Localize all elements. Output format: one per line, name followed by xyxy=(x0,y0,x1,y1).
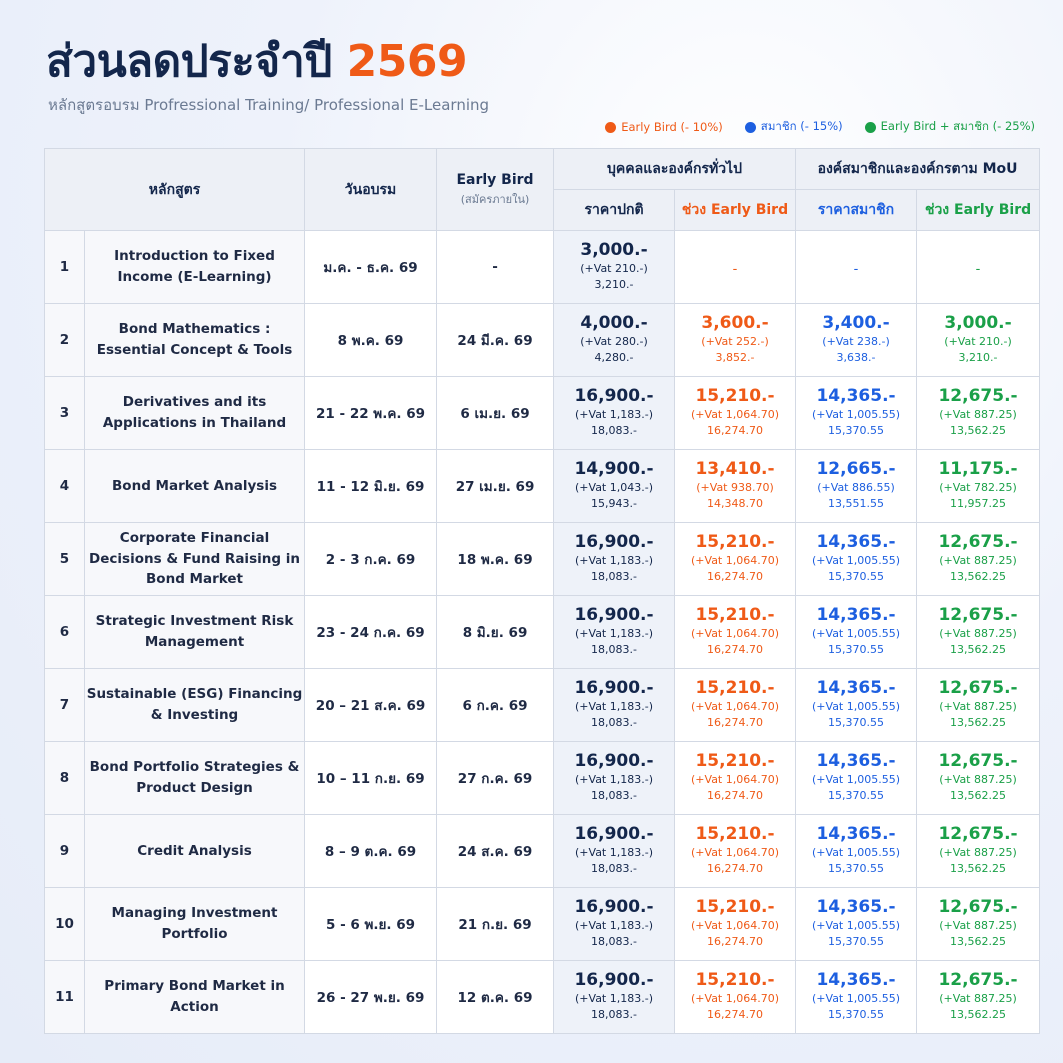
table-row xyxy=(45,377,1040,450)
price-main: 16,900.- xyxy=(574,386,654,407)
row-number: 5 xyxy=(45,523,85,596)
price-main: 12,665.- xyxy=(816,459,896,480)
price-main: 15,210.- xyxy=(695,532,775,553)
early-bird-deadline: 6 เม.ย. 69 xyxy=(437,377,554,450)
price-total: 13,562.25 xyxy=(950,570,1007,584)
price-vat: (+Vat 252.-) xyxy=(701,334,769,348)
header-early-bird-sub: (สมัครภายใน) xyxy=(460,192,530,206)
legend-early-bird-member xyxy=(865,118,1035,136)
price-total: 16,274.70 xyxy=(707,716,764,730)
general-early-bird-cell xyxy=(675,815,796,888)
regular-price-cell xyxy=(554,888,675,961)
price-total: 16,274.70 xyxy=(707,643,764,657)
price-vat: (+Vat 1,183.-) xyxy=(575,772,653,786)
price-total: 16,274.70 xyxy=(707,789,764,803)
price-main: 15,210.- xyxy=(695,605,775,626)
price-main: 15,210.- xyxy=(695,386,775,407)
price-main: 14,900.- xyxy=(574,459,654,480)
table-row xyxy=(45,961,1040,1034)
price-main: 16,900.- xyxy=(574,897,654,918)
member-price-cell xyxy=(796,669,917,742)
member-price-cell xyxy=(796,961,917,1034)
row-number: 9 xyxy=(45,815,85,888)
price-main: 14,365.- xyxy=(816,532,896,553)
legend-label: Early Bird + สมาชิก (- 25%) xyxy=(880,119,1035,133)
price-vat: (+Vat 1,005.55) xyxy=(812,626,901,640)
price-vat: (+Vat 886.55) xyxy=(817,480,895,494)
price-table xyxy=(44,148,1040,1034)
price-total: 18,083.- xyxy=(591,643,637,657)
header-early-bird xyxy=(437,149,554,231)
training-date: 8 พ.ค. 69 xyxy=(305,304,437,377)
legend-label: สมาชิก (- 15%) xyxy=(760,119,843,133)
price-total: 13,562.25 xyxy=(950,424,1007,438)
price-total: 11,957.25 xyxy=(950,497,1007,511)
member-early-bird-cell xyxy=(917,523,1040,596)
row-number: 7 xyxy=(45,669,85,742)
price-total: 15,370.55 xyxy=(828,570,885,584)
price-main: 14,365.- xyxy=(816,386,896,407)
price-vat: (+Vat 280.-) xyxy=(580,334,648,348)
member-early-bird-cell xyxy=(917,888,1040,961)
price-total: 18,083.- xyxy=(591,424,637,438)
price-main: 12,675.- xyxy=(938,751,1018,772)
price-main: 3,000.- xyxy=(580,240,648,261)
price-vat: (+Vat 1,005.55) xyxy=(812,772,901,786)
early-bird-deadline: 18 พ.ค. 69 xyxy=(437,523,554,596)
member-price-cell xyxy=(796,742,917,815)
price-total: 15,943.- xyxy=(591,497,637,511)
price-main: 14,365.- xyxy=(816,605,896,626)
page-subtitle: หลักสูตรอบรม Profressional Training/ Professional E-Learning xyxy=(48,96,490,114)
price-main: 15,210.- xyxy=(695,751,775,772)
course-name: Strategic Investment Risk Management xyxy=(85,596,305,669)
price-main: 16,900.- xyxy=(574,751,654,772)
member-early-bird-cell xyxy=(917,669,1040,742)
price-vat: (+Vat 938.70) xyxy=(696,480,774,494)
table-body xyxy=(45,231,1040,1034)
price-main: 14,365.- xyxy=(816,897,896,918)
legend-member xyxy=(745,118,843,136)
blue-dot-icon xyxy=(745,122,756,133)
general-early-bird-cell xyxy=(675,450,796,523)
price-main: 3,400.- xyxy=(822,313,890,334)
price-total: 3,210.- xyxy=(594,278,634,292)
price-vat: (+Vat 887.25) xyxy=(939,553,1017,567)
table-row xyxy=(45,815,1040,888)
price-vat: (+Vat 887.25) xyxy=(939,407,1017,421)
price-total: 16,274.70 xyxy=(707,935,764,949)
row-number: 10 xyxy=(45,888,85,961)
regular-price-cell xyxy=(554,304,675,377)
training-date: 2 - 3 ก.ค. 69 xyxy=(305,523,437,596)
price-main: 16,900.- xyxy=(574,532,654,553)
price-total: 16,274.70 xyxy=(707,1008,764,1022)
price-total: 13,562.25 xyxy=(950,716,1007,730)
green-dot-icon xyxy=(865,122,876,133)
member-price-cell xyxy=(796,523,917,596)
course-name: Corporate Financial Decisions & Fund Raising in Bond Market xyxy=(85,523,305,596)
regular-price-cell xyxy=(554,450,675,523)
price-vat: (+Vat 1,005.55) xyxy=(812,699,901,713)
regular-price-cell xyxy=(554,815,675,888)
price-total: 13,562.25 xyxy=(950,1008,1007,1022)
course-name: Derivatives and its Applications in Thailand xyxy=(85,377,305,450)
price-total: 18,083.- xyxy=(591,935,637,949)
row-number: 6 xyxy=(45,596,85,669)
price-total: 18,083.- xyxy=(591,862,637,876)
price-main: 12,675.- xyxy=(938,532,1018,553)
regular-price-cell xyxy=(554,377,675,450)
price-vat: (+Vat 887.25) xyxy=(939,845,1017,859)
price-vat: (+Vat 1,183.-) xyxy=(575,918,653,932)
table-row xyxy=(45,231,1040,304)
price-vat: (+Vat 238.-) xyxy=(822,334,890,348)
general-early-bird-cell xyxy=(675,304,796,377)
member-price-cell xyxy=(796,815,917,888)
early-bird-deadline: 8 มิ.ย. 69 xyxy=(437,596,554,669)
header-member-group: องค์สมาชิกและองค์กรตาม MoU xyxy=(796,149,1040,190)
price-vat: (+Vat 887.25) xyxy=(939,918,1017,932)
row-number: 1 xyxy=(45,231,85,304)
member-early-bird-cell xyxy=(917,377,1040,450)
member-early-bird-cell xyxy=(917,450,1040,523)
member-early-bird-cell xyxy=(917,304,1040,377)
training-date: ม.ค. - ธ.ค. 69 xyxy=(305,231,437,304)
price-main: 15,210.- xyxy=(695,824,775,845)
price-main: 12,675.- xyxy=(938,897,1018,918)
price-vat: (+Vat 210.-) xyxy=(944,334,1012,348)
member-price-cell xyxy=(796,231,917,304)
header-member-price: ราคาสมาชิก xyxy=(796,190,917,231)
member-price-cell xyxy=(796,377,917,450)
price-vat: (+Vat 1,005.55) xyxy=(812,845,901,859)
price-vat: (+Vat 1,005.55) xyxy=(812,918,901,932)
header-date: วันอบรม xyxy=(305,149,437,231)
early-bird-deadline: 6 ก.ค. 69 xyxy=(437,669,554,742)
price-total: 15,370.55 xyxy=(828,789,885,803)
early-bird-deadline: 21 ก.ย. 69 xyxy=(437,888,554,961)
course-name: Credit Analysis xyxy=(85,815,305,888)
training-date: 11 - 12 มิ.ย. 69 xyxy=(305,450,437,523)
title-year: 2569 xyxy=(346,36,468,87)
member-early-bird-cell xyxy=(917,742,1040,815)
row-number: 4 xyxy=(45,450,85,523)
row-number: 2 xyxy=(45,304,85,377)
price-main: 4,000.- xyxy=(580,313,648,334)
price-main: 16,900.- xyxy=(574,970,654,991)
table-row xyxy=(45,450,1040,523)
price-total: 16,274.70 xyxy=(707,570,764,584)
price-main: 12,675.- xyxy=(938,386,1018,407)
price-total: 3,852.- xyxy=(715,351,755,365)
price-main: 15,210.- xyxy=(695,678,775,699)
price-main: 16,900.- xyxy=(574,824,654,845)
price-vat: (+Vat 1,183.-) xyxy=(575,407,653,421)
price-total: 15,370.55 xyxy=(828,1008,885,1022)
price-main: 14,365.- xyxy=(816,751,896,772)
header-member-early-bird: ช่วง Early Bird xyxy=(917,190,1040,231)
member-early-bird-cell xyxy=(917,596,1040,669)
legend-early-bird xyxy=(605,118,723,136)
row-number: 8 xyxy=(45,742,85,815)
early-bird-deadline: - xyxy=(437,231,554,304)
price-vat: (+Vat 1,183.-) xyxy=(575,626,653,640)
price-main: 16,900.- xyxy=(574,605,654,626)
header-general-group: บุคคลและองค์กรทั่วไป xyxy=(554,149,796,190)
price-total: 15,370.55 xyxy=(828,862,885,876)
price-vat: (+Vat 1,064.70) xyxy=(691,626,780,640)
early-bird-deadline: 27 ก.ค. 69 xyxy=(437,742,554,815)
member-price-cell xyxy=(796,596,917,669)
member-early-bird-cell xyxy=(917,961,1040,1034)
price-vat: (+Vat 887.25) xyxy=(939,772,1017,786)
row-number: 3 xyxy=(45,377,85,450)
price-vat: (+Vat 1,183.-) xyxy=(575,845,653,859)
price-vat: (+Vat 1,064.70) xyxy=(691,553,780,567)
price-vat: (+Vat 1,183.-) xyxy=(575,553,653,567)
table-row xyxy=(45,742,1040,815)
regular-price-cell xyxy=(554,596,675,669)
title-main: ส่วนลดประจำปี xyxy=(46,36,332,87)
general-early-bird-cell xyxy=(675,669,796,742)
price-total: 15,370.55 xyxy=(828,643,885,657)
training-date: 23 - 24 ก.ค. 69 xyxy=(305,596,437,669)
price-total: 15,370.55 xyxy=(828,935,885,949)
course-name: Sustainable (ESG) Financing & Investing xyxy=(85,669,305,742)
price-vat: (+Vat 887.25) xyxy=(939,699,1017,713)
general-early-bird-cell xyxy=(675,231,796,304)
price-main: 15,210.- xyxy=(695,970,775,991)
price-total: 13,562.25 xyxy=(950,862,1007,876)
price-vat: (+Vat 1,005.55) xyxy=(812,553,901,567)
price-main: 3,600.- xyxy=(701,313,769,334)
general-early-bird-cell xyxy=(675,888,796,961)
price-main: 13,410.- xyxy=(695,459,775,480)
legend xyxy=(605,118,1035,136)
price-vat: (+Vat 210.-) xyxy=(580,261,648,275)
training-date: 5 - 6 พ.ย. 69 xyxy=(305,888,437,961)
course-name: Bond Portfolio Strategies & Product Design xyxy=(85,742,305,815)
table-row xyxy=(45,596,1040,669)
table-row xyxy=(45,669,1040,742)
price-total: 3,210.- xyxy=(958,351,998,365)
price-vat: (+Vat 782.25) xyxy=(939,480,1017,494)
price-vat: (+Vat 1,005.55) xyxy=(812,991,901,1005)
price-total: 3,638.- xyxy=(836,351,876,365)
early-bird-deadline: 27 เม.ย. 69 xyxy=(437,450,554,523)
price-total: 13,551.55 xyxy=(828,497,885,511)
regular-price-cell xyxy=(554,742,675,815)
price-total: 13,562.25 xyxy=(950,789,1007,803)
early-bird-deadline: 24 มี.ค. 69 xyxy=(437,304,554,377)
price-total: 16,274.70 xyxy=(707,424,764,438)
table-row xyxy=(45,304,1040,377)
price-main: 11,175.- xyxy=(938,459,1018,480)
price-total: 18,083.- xyxy=(591,789,637,803)
general-early-bird-cell xyxy=(675,377,796,450)
course-name: Primary Bond Market in Action xyxy=(85,961,305,1034)
price-total: 18,083.- xyxy=(591,716,637,730)
training-date: 20 – 21 ส.ค. 69 xyxy=(305,669,437,742)
price-vat: (+Vat 887.25) xyxy=(939,626,1017,640)
early-bird-deadline: 24 ส.ค. 69 xyxy=(437,815,554,888)
course-name: Managing Investment Portfolio xyxy=(85,888,305,961)
legend-label: Early Bird (- 10%) xyxy=(621,120,723,134)
price-dash: - xyxy=(732,261,738,277)
price-main: 12,675.- xyxy=(938,824,1018,845)
price-dash: - xyxy=(975,261,981,277)
price-main: 14,365.- xyxy=(816,678,896,699)
price-vat: (+Vat 1,064.70) xyxy=(691,772,780,786)
price-vat: (+Vat 1,064.70) xyxy=(691,845,780,859)
member-early-bird-cell xyxy=(917,815,1040,888)
training-date: 8 – 9 ต.ค. 69 xyxy=(305,815,437,888)
price-vat: (+Vat 1,064.70) xyxy=(691,407,780,421)
price-vat: (+Vat 1,183.-) xyxy=(575,991,653,1005)
price-vat: (+Vat 1,064.70) xyxy=(691,991,780,1005)
price-main: 14,365.- xyxy=(816,970,896,991)
price-main: 12,675.- xyxy=(938,970,1018,991)
early-bird-deadline: 12 ต.ค. 69 xyxy=(437,961,554,1034)
training-date: 26 - 27 พ.ย. 69 xyxy=(305,961,437,1034)
general-early-bird-cell xyxy=(675,961,796,1034)
table-row xyxy=(45,523,1040,596)
regular-price-cell xyxy=(554,961,675,1034)
regular-price-cell xyxy=(554,231,675,304)
price-total: 18,083.- xyxy=(591,1008,637,1022)
price-total: 4,280.- xyxy=(594,351,634,365)
regular-price-cell xyxy=(554,523,675,596)
price-total: 16,274.70 xyxy=(707,862,764,876)
price-total: 15,370.55 xyxy=(828,716,885,730)
price-main: 15,210.- xyxy=(695,897,775,918)
price-total: 15,370.55 xyxy=(828,424,885,438)
price-total: 14,348.70 xyxy=(707,497,764,511)
member-early-bird-cell xyxy=(917,231,1040,304)
price-vat: (+Vat 1,183.-) xyxy=(575,699,653,713)
orange-dot-icon xyxy=(605,122,616,133)
training-date: 10 – 11 ก.ย. 69 xyxy=(305,742,437,815)
price-total: 18,083.- xyxy=(591,570,637,584)
member-price-cell xyxy=(796,304,917,377)
general-early-bird-cell xyxy=(675,523,796,596)
price-vat: (+Vat 1,005.55) xyxy=(812,407,901,421)
price-dash: - xyxy=(853,261,859,277)
price-vat: (+Vat 887.25) xyxy=(939,991,1017,1005)
course-name: Bond Market Analysis xyxy=(85,450,305,523)
price-main: 3,000.- xyxy=(944,313,1012,334)
header-early-bird-label: Early Bird xyxy=(456,171,534,188)
member-price-cell xyxy=(796,450,917,523)
course-name: Bond Mathematics : Essential Concept & Tools xyxy=(85,304,305,377)
regular-price-cell xyxy=(554,669,675,742)
header-general-early-bird: ช่วง Early Bird xyxy=(675,190,796,231)
price-vat: (+Vat 1,064.70) xyxy=(691,699,780,713)
price-main: 16,900.- xyxy=(574,678,654,699)
header-regular-price: ราคาปกติ xyxy=(554,190,675,231)
price-main: 12,675.- xyxy=(938,678,1018,699)
table-row xyxy=(45,888,1040,961)
price-main: 12,675.- xyxy=(938,605,1018,626)
member-price-cell xyxy=(796,888,917,961)
price-total: 13,562.25 xyxy=(950,935,1007,949)
price-main: 14,365.- xyxy=(816,824,896,845)
training-date: 21 - 22 พ.ค. 69 xyxy=(305,377,437,450)
price-total: 13,562.25 xyxy=(950,643,1007,657)
general-early-bird-cell xyxy=(675,742,796,815)
row-number: 11 xyxy=(45,961,85,1034)
general-early-bird-cell xyxy=(675,596,796,669)
page-title xyxy=(46,26,467,96)
header-course: หลักสูตร xyxy=(45,149,305,231)
course-name: Introduction to Fixed Income (E-Learning) xyxy=(85,231,305,304)
price-vat: (+Vat 1,064.70) xyxy=(691,918,780,932)
price-vat: (+Vat 1,043.-) xyxy=(575,480,653,494)
